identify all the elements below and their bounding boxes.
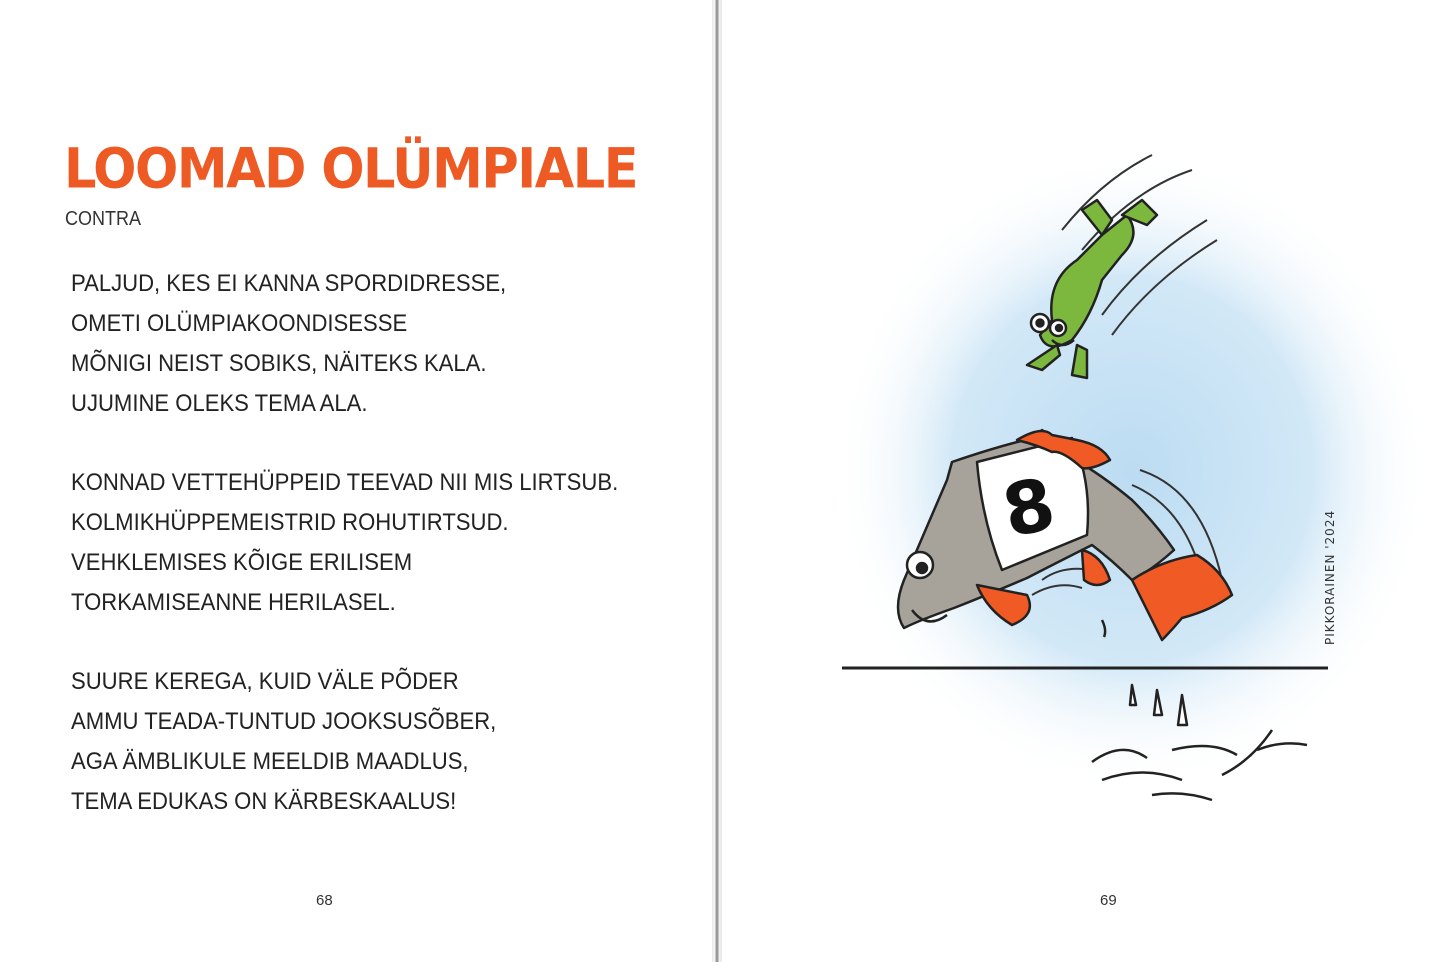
poem-line: PALJUD, KES EI KANNA SPORDIDRESSE,: [71, 270, 507, 297]
jumping-fish-frog-illustration: [802, 140, 1442, 820]
page-number-right: 69: [1100, 892, 1117, 909]
poem-line: KOLMIKHÜPPEMEISTRID ROHUTIRTSUD.: [71, 509, 509, 536]
poem-line: SUURE KEREGA, KUID VÄLE PÕDER: [71, 668, 459, 695]
poem-line: TEMA EDUKAS ON KÄRBESKAALUS!: [71, 788, 457, 815]
poem-line: MÕNIGI NEIST SOBIKS, NÄITEKS KALA.: [71, 350, 487, 377]
right-page: [722, 0, 1442, 962]
stanza-3: [71, 662, 641, 822]
poem-line: AGA ÄMBLIKULE MEELDIB MAADLUS,: [71, 748, 469, 775]
illustrator-signature: PIKKORAINEN '2024: [1323, 509, 1337, 645]
poem-title: LOOMAD OLÜMPIALE: [64, 138, 638, 202]
poem-line: OMETI OLÜMPIAKOONDISESSE: [71, 310, 408, 337]
poem-line: TORKAMISEANNE HERILASEL.: [71, 589, 396, 616]
book-gutter: [712, 0, 722, 962]
stanza-1: [71, 264, 641, 424]
page-number-left: 68: [316, 892, 333, 909]
fish-bib-number: 8: [995, 461, 1063, 554]
poem-line: VEHKLEMISES KÕIGE ERILISEM: [71, 549, 413, 576]
left-page: [0, 0, 712, 962]
poem-line: UJUMINE OLEKS TEMA ALA.: [71, 390, 368, 417]
poem-author: CONTRA: [65, 208, 142, 230]
stanza-2: [71, 463, 641, 623]
poem-line: KONNAD VETTEHÜPPEID TEEVAD NII MIS LIRTSUB.: [71, 469, 619, 496]
poem-line: AMMU TEADA-TUNTUD JOOKSUSÕBER,: [71, 708, 497, 735]
poem-text: [71, 264, 641, 861]
